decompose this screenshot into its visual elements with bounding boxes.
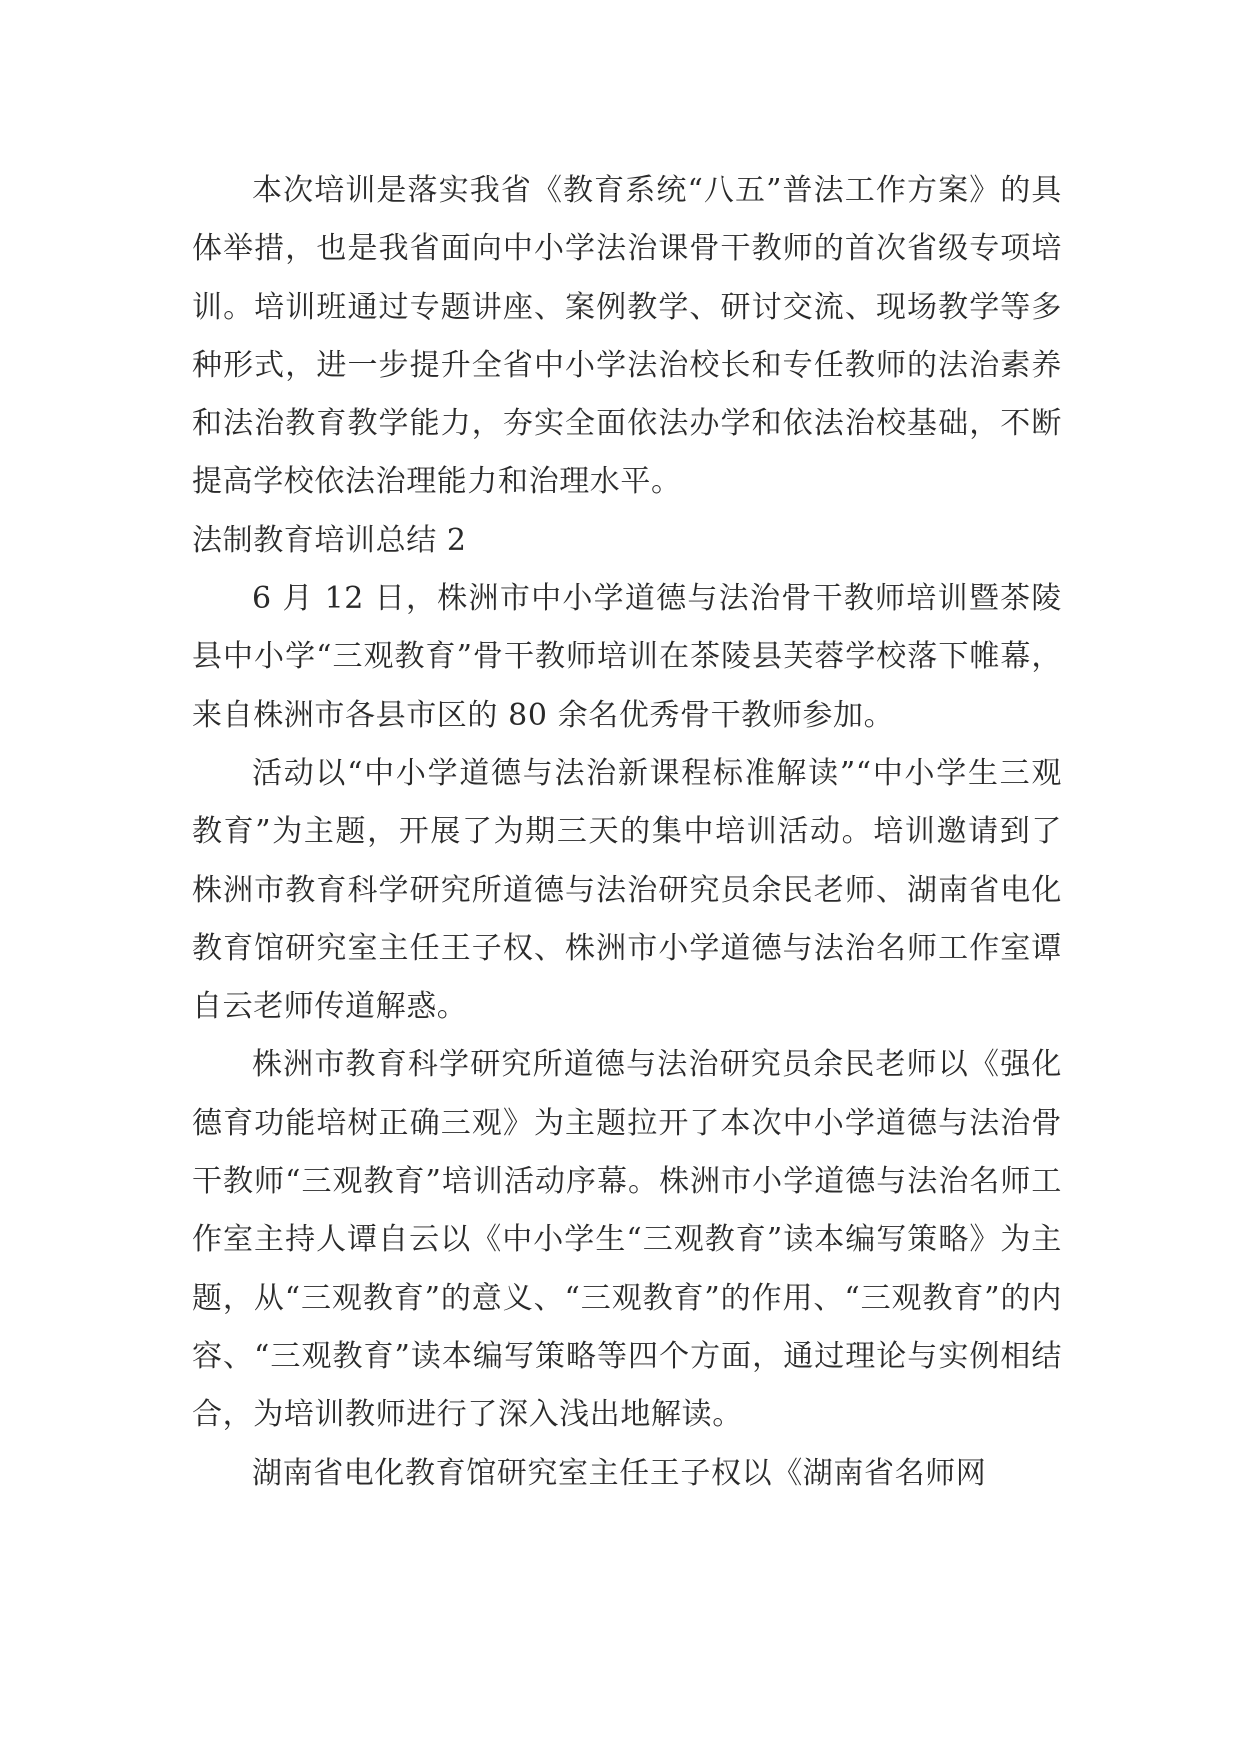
document-body [192, 162, 1062, 1503]
paragraph-continued: 湖南省电化教育馆研究室主任王子权以《湖南省名师网 [252, 1455, 987, 1491]
paragraph-activity-theme: 活动以“中小学道德与法治新课程标准解读”“中小学生三观教育”为主题，开展了为期三天的集中培训活动。培训邀请到了株洲市教育科学研究所道德与法治研究员余民老师、湖南省电化教育馆研究室主任王子权、株洲市小学道德与法治名师工作室谭自云老师传道解惑。 [192, 755, 1062, 1025]
paragraph-event-summary: 6 月 12 日，株洲市中小学道德与法治骨干教师培训暨茶陵县中小学“三观教育”骨干教师培训在茶陵县芙蓉学校落下帷幕，来自株洲市各县市区的 80 余名优秀骨干教师参加。 [192, 581, 1062, 733]
section-heading: 法制教育培训总结 2 [192, 522, 467, 558]
paragraph-lectures: 株洲市教育科学研究所道德与法治研究员余民老师以《强化德育功能培树正确三观》为主题拉开了本次中小学道德与法治骨干教师“三观教育”培训活动序幕。株洲市小学道德与法治名师工作室主持人谭自云以《中小学生“三观教育”读本编写策略》为主题，从“三观教育”的意义、“三观教育”的作用、“三观教育”的内容、“三观教育”读本编写策略等四个方面，通过理论与实例相结合，为培训教师进行了深入浅出地解读。 [192, 1047, 1062, 1433]
paragraph-training-purpose: 本次培训是落实我省《教育系统“八五”普法工作方案》的具体举措，也是我省面向中小学法治课骨干教师的首次省级专项培训。培训班通过专题讲座、案例教学、研讨交流、现场教学等多种形式，进一步提升全省中小学法治校长和专任教师的法治素养和法治教育教学能力，夯实全面依法办学和依法治校基础，不断提高学校依法治理能力和治理水平。 [192, 173, 1062, 500]
